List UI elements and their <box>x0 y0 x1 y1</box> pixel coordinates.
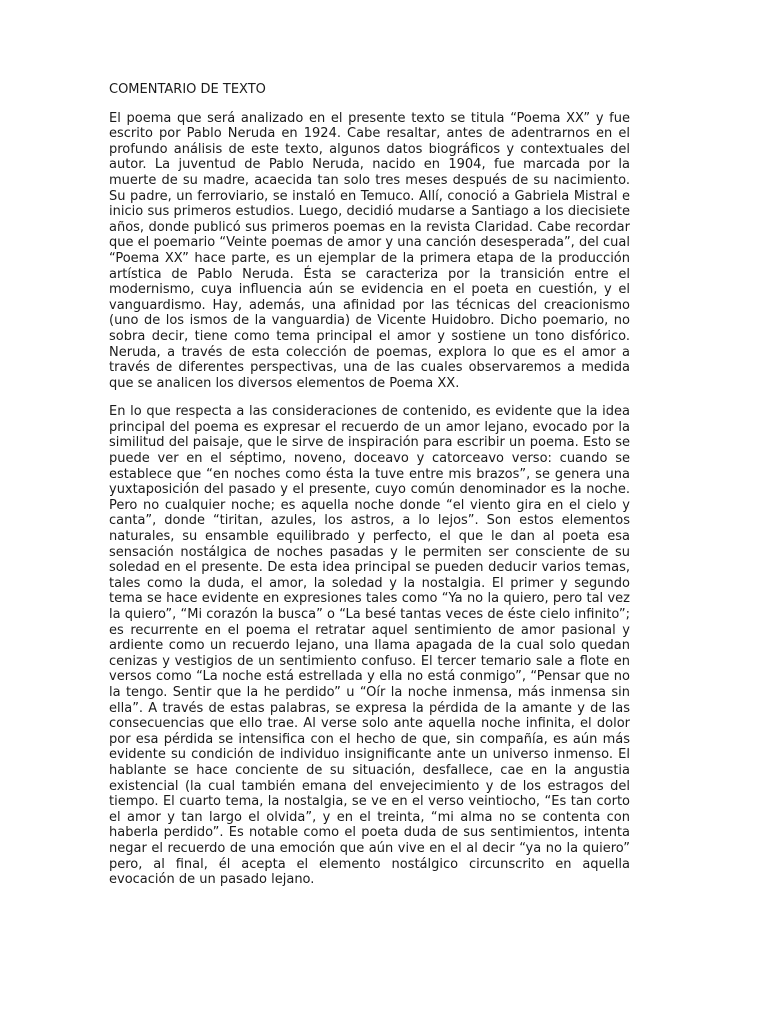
paragraph-introduction: El poema que será analizado en el presente texto se titula “Poema XX” y fue escrito por Pablo Neruda en 1924. Cabe resaltar, antes de adentrarnos en el profundo análisis de este texto, algunos datos biográficos y contextuales del autor. La juventud de Pablo Neruda, nacido en 1904, fue marcada por la muerte de su madre, acaecida tan solo tres meses después de su nacimiento. Su padre, un ferroviario, se instaló en Temuco. Allí, conoció a Gabriela Mistral e inicio sus primeros estudios. Luego, decidió mudarse a Santiago a los diecisiete años, donde publicó sus primeros poemas en la revista Claridad. Cabe recordar que el poemario “Veinte poemas de amor y una canción desesperada”, del cual “Poema XX” hace parte, es un ejemplar de la primera etapa de la producción artística de Pablo Neruda. Ésta se caracteriza por la transición entre el modernismo, cuya influencia aún se evidencia en el poeta en cuestión, y el vanguardismo. Hay, además, una afinidad por las técnicas del creacionismo (uno de los ismos de la vanguardia) de Vicente Huidobro. Dicho poemario, no sobra decir, tiene como tema principal el amor y sostiene un tono disfórico. Neruda, a través de esta colección de poemas, explora lo que es el amor a través de diferentes perspectivas, una de las cuales observaremos a medida que se analicen los diversos elementos de Poema XX. <box>109 110 630 391</box>
document-page <box>109 82 630 901</box>
paragraph-content-analysis: En lo que respecta a las consideraciones de contenido, es evidente que la idea principal del poema es expresar el recuerdo de un amor lejano, evocado por la similitud del paisaje, que le sirve de inspiración para escribir un poema. Esto se puede ver en el séptimo, noveno, doceavo y catorceavo verso: cuando se establece que “en noches como ésta la tuve entre mis brazos”, se genera una yuxtaposición del pasado y el presente, cuyo común denominador es la noche. Pero no cualquier noche; es aquella noche donde “el viento gira en el cielo y canta”, donde “tiritan, azules, los astros, a lo lejos”. Son estos elementos naturales, su ensamble equilibrado y perfecto, el que le dan al poeta esa sensación nostálgica de noches pasadas y le permiten ser consciente de su soledad en el presente. De esta idea principal se pueden deducir varios temas, tales como la duda, el amor, la soledad y la nostalgia. El primer y segundo tema se hace evidente en expresiones tales como “Ya no la quiero, pero tal vez la quiero”, “Mi corazón la busca” o “La besé tantas veces de éste cielo infinito”; es recurrente en el poema el retratar aquel sentimiento de amor pasional y ardiente como un recuerdo lejano, una llama apagada de la cual solo quedan cenizas y vestigios de un sentimiento confuso. El tercer temario sale a flote en versos como “La noche está estrellada y ella no está conmigo”, “Pensar que no la tengo. Sentir que la he perdido” u “Oír la noche inmensa, más inmensa sin ella”. A través de estas palabras, se expresa la pérdida de la amante y de las consecuencias que ello trae. Al verse solo ante aquella noche infinita, el dolor por esa pérdida se intensifica con el hecho de que, sin compañía, es aún más evidente su condición de individuo insignificante ante un universo inmenso. El hablante se hace conciente de su situación, desfallece, cae en la angustia existencial (la cual también emana del envejecimiento y de los estragos del tiempo. El cuarto tema, la nostalgia, se ve en el verso veintiocho, “Es tan corto el amor y tan largo el olvida”, y en el treinta, “mi alma no se contenta con haberla perdido”. Es notable como el poeta duda de sus sentimientos, intenta negar el recuerdo de una emoción que aún vive en el al decir “ya no la quiero” pero, al final, él acepta el elemento nostálgico circunscrito en aquella evocación de un pasado lejano. <box>109 404 630 888</box>
document-title: COMENTARIO DE TEXTO <box>109 82 266 97</box>
